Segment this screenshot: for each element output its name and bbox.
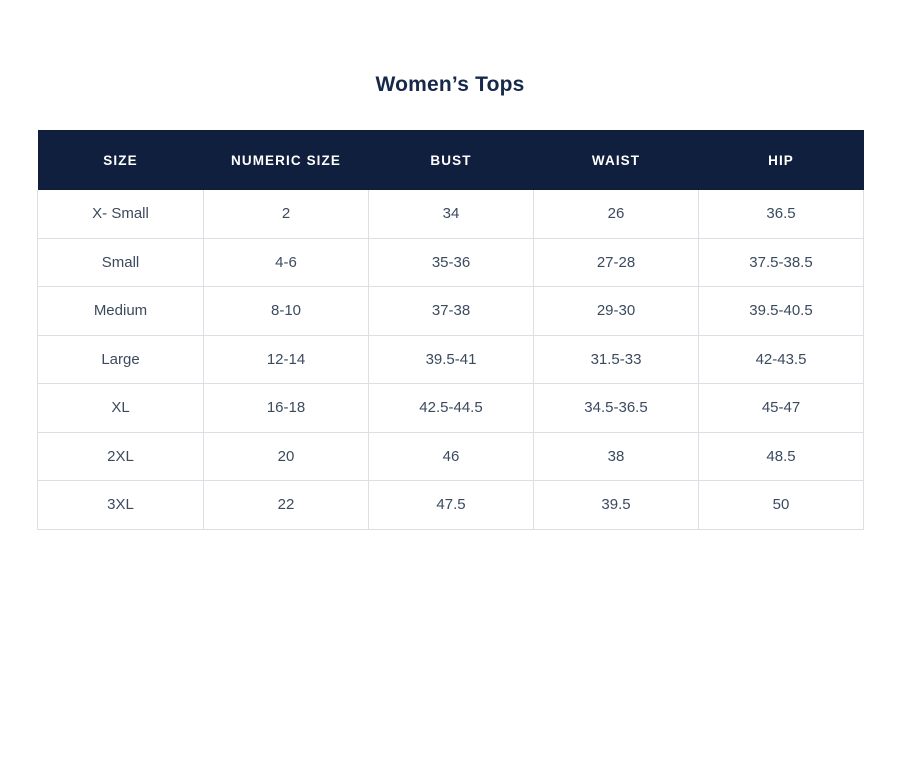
cell-hip: 42-43.5: [699, 335, 864, 384]
column-header-size: SIZE: [38, 130, 204, 190]
cell-waist: 27-28: [534, 238, 699, 287]
cell-waist: 29-30: [534, 287, 699, 336]
table-row: [38, 190, 864, 238]
cell-waist: 31.5-33: [534, 335, 699, 384]
cell-hip: 36.5: [699, 190, 864, 238]
table-header: [38, 130, 864, 190]
column-header-waist: WAIST: [534, 130, 699, 190]
cell-bust: 42.5-44.5: [369, 384, 534, 433]
cell-hip: 39.5-40.5: [699, 287, 864, 336]
size-chart-table-wrapper: [37, 130, 863, 530]
cell-numeric-size: 8-10: [204, 287, 369, 336]
page-title: Women’s Tops: [375, 73, 525, 96]
column-header-hip: HIP: [699, 130, 864, 190]
cell-waist: 39.5: [534, 481, 699, 530]
cell-numeric-size: 22: [204, 481, 369, 530]
cell-size: X- Small: [38, 190, 204, 238]
table-row: [38, 238, 864, 287]
table-row: [38, 384, 864, 433]
cell-size: 3XL: [38, 481, 204, 530]
cell-size: Small: [38, 238, 204, 287]
cell-numeric-size: 2: [204, 190, 369, 238]
cell-hip: 37.5-38.5: [699, 238, 864, 287]
cell-waist: 26: [534, 190, 699, 238]
cell-size: 2XL: [38, 432, 204, 481]
table-header-row: [38, 130, 864, 190]
cell-hip: 45-47: [699, 384, 864, 433]
column-header-bust: BUST: [369, 130, 534, 190]
cell-waist: 34.5-36.5: [534, 384, 699, 433]
cell-hip: 48.5: [699, 432, 864, 481]
cell-bust: 46: [369, 432, 534, 481]
cell-bust: 39.5-41: [369, 335, 534, 384]
table-row: [38, 432, 864, 481]
size-chart-table: [37, 130, 864, 530]
column-header-numeric-size: NUMERIC SIZE: [204, 130, 369, 190]
cell-bust: 37-38: [369, 287, 534, 336]
cell-bust: 34: [369, 190, 534, 238]
table-body: [38, 190, 864, 529]
cell-numeric-size: 16-18: [204, 384, 369, 433]
table-row: [38, 335, 864, 384]
cell-numeric-size: 4-6: [204, 238, 369, 287]
cell-size: Medium: [38, 287, 204, 336]
cell-size: Large: [38, 335, 204, 384]
cell-bust: 35-36: [369, 238, 534, 287]
cell-numeric-size: 20: [204, 432, 369, 481]
table-row: [38, 287, 864, 336]
cell-waist: 38: [534, 432, 699, 481]
cell-numeric-size: 12-14: [204, 335, 369, 384]
table-row: [38, 481, 864, 530]
cell-hip: 50: [699, 481, 864, 530]
cell-size: XL: [38, 384, 204, 433]
cell-bust: 47.5: [369, 481, 534, 530]
